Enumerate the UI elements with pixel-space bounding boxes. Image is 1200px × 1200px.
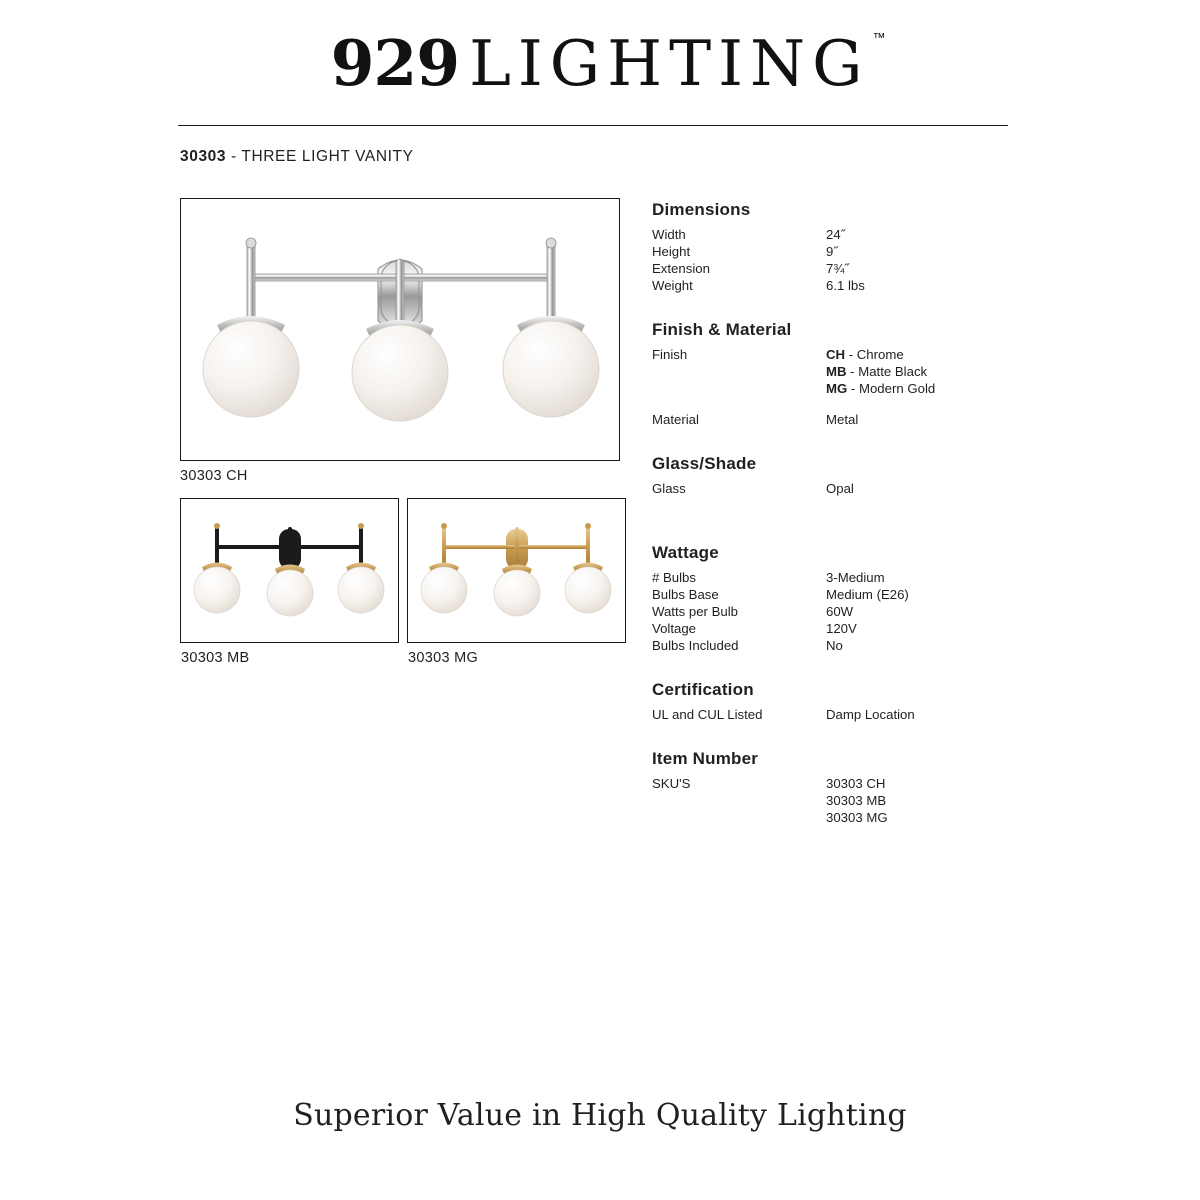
- spec-value-weight: 6.1 lbs: [826, 278, 865, 293]
- spec-row-sku-mg: [652, 809, 1072, 826]
- spec-value-num-bulbs: 3-Medium: [826, 570, 885, 585]
- page-title-description: THREE LIGHT VANITY: [241, 148, 414, 165]
- spec-section-wattage: [652, 543, 1072, 654]
- spec-label-bulbs-included: Bulbs Included: [652, 638, 739, 653]
- product-image-modern-gold: [407, 498, 626, 643]
- spec-value-finish-mb: [826, 363, 927, 380]
- fixture-drawing-matte-black: [181, 499, 398, 642]
- spec-label-skus: SKU'S: [652, 776, 691, 791]
- finish-code-mg: MG: [826, 381, 848, 396]
- spec-heading-certification: Certification: [652, 680, 754, 699]
- spec-row-extension: [652, 260, 1072, 277]
- spec-section-finish-material: [652, 320, 1072, 428]
- caption-chrome: 30303 CH: [180, 468, 248, 484]
- spacer: [652, 654, 1072, 680]
- spec-row-bulbs-base: [652, 586, 1072, 603]
- spec-value-bulbs-included: No: [826, 638, 843, 653]
- spec-value-finish-mg: [826, 380, 935, 397]
- spec-row-width: [652, 226, 1072, 243]
- spec-section-glass-shade: [652, 454, 1072, 497]
- finish-name-ch: - Chrome: [845, 347, 904, 362]
- trademark-symbol: ™: [872, 30, 886, 45]
- finish-name-mg: - Modern Gold: [847, 381, 936, 396]
- spec-label-weight: Weight: [652, 278, 693, 293]
- spec-row-watts-per-bulb: [652, 603, 1072, 620]
- fixture-drawing-chrome: [181, 199, 619, 460]
- spec-row-bulbs-included: [652, 637, 1072, 654]
- brand-numbers: 929: [330, 26, 460, 100]
- spec-row-ul-cul: [652, 706, 1072, 723]
- spec-value-finish-ch: [826, 346, 904, 363]
- spec-value-width: 24˝: [826, 227, 846, 242]
- spec-row-glass: [652, 480, 1072, 497]
- spec-section-dimensions: [652, 200, 1072, 294]
- spacer: [652, 397, 1072, 411]
- spec-value-height: 9˝: [826, 244, 838, 259]
- spec-row-finish-mg: [652, 380, 1072, 397]
- spec-heading-dimensions: Dimensions: [652, 200, 751, 219]
- finish-code-mb: MB: [826, 364, 847, 379]
- header-divider: [178, 125, 1008, 126]
- spec-heading-finish-material: Finish & Material: [652, 320, 792, 339]
- spec-label-height: Height: [652, 244, 691, 259]
- spec-label-ul-cul: UL and CUL Listed: [652, 707, 763, 722]
- spec-value-bulbs-base: Medium (E26): [826, 587, 909, 602]
- specifications-panel: [652, 200, 1072, 826]
- spec-label-glass: Glass: [652, 481, 686, 496]
- spacer: [652, 428, 1072, 454]
- spec-row-finish-ch: [652, 346, 1072, 363]
- product-image-matte-black: [180, 498, 399, 643]
- caption-matte-black: 30303 MB: [181, 650, 250, 666]
- footer-tagline: Superior Value in High Quality Lighting: [293, 1098, 907, 1133]
- spec-label-material: Material: [652, 412, 699, 427]
- spec-value-sku-mg: 30303 MG: [826, 810, 888, 825]
- spec-value-ul-cul: Damp Location: [826, 707, 915, 722]
- spacer: [652, 294, 1072, 320]
- spec-heading-wattage: Wattage: [652, 543, 719, 562]
- spec-value-watts-per-bulb: 60W: [826, 604, 854, 619]
- spec-label-width: Width: [652, 227, 686, 242]
- spec-value-glass: Opal: [826, 481, 854, 496]
- spec-heading-item-number: Item Number: [652, 749, 759, 768]
- spec-section-item-number: [652, 749, 1072, 826]
- spec-row-material: [652, 411, 1072, 428]
- product-image-chrome: [180, 198, 620, 461]
- finish-name-mb: - Matte Black: [846, 364, 928, 379]
- caption-modern-gold: 30303 MG: [408, 650, 479, 666]
- page-title-sku: 30303: [180, 148, 227, 165]
- spec-label-watts-per-bulb: Watts per Bulb: [652, 604, 738, 619]
- page-title: [180, 148, 414, 166]
- finish-code-ch: CH: [826, 347, 846, 362]
- spec-row-sku-mb: [652, 792, 1072, 809]
- spec-row-sku-ch: [652, 775, 1072, 792]
- spec-row-height: [652, 243, 1072, 260]
- brand-logo: [0, 26, 1200, 100]
- spec-label-num-bulbs: # Bulbs: [652, 570, 696, 585]
- spec-value-sku-ch: 30303 CH: [826, 776, 886, 791]
- spec-heading-glass-shade: Glass/Shade: [652, 454, 757, 473]
- brand-word: LIGHTING: [469, 27, 870, 100]
- spacer: [652, 523, 1072, 543]
- spec-value-voltage: 120V: [826, 621, 857, 636]
- spec-value-sku-mb: 30303 MB: [826, 793, 887, 808]
- spec-row-num-bulbs: [652, 569, 1072, 586]
- spec-label-extension: Extension: [652, 261, 710, 276]
- spec-label-bulbs-base: Bulbs Base: [652, 587, 719, 602]
- fixture-drawing-modern-gold: [408, 499, 625, 642]
- spec-row-voltage: [652, 620, 1072, 637]
- spec-row-weight: [652, 277, 1072, 294]
- spacer: [652, 497, 1072, 523]
- spec-value-material: Metal: [826, 412, 859, 427]
- spec-label-finish: Finish: [652, 347, 688, 362]
- page-title-separator: -: [226, 148, 242, 165]
- spacer: [652, 723, 1072, 749]
- spec-label-voltage: Voltage: [652, 621, 696, 636]
- spec-section-certification: [652, 680, 1072, 723]
- spec-value-extension: 7¾˝: [826, 261, 849, 276]
- spec-row-finish-mb: [652, 363, 1072, 380]
